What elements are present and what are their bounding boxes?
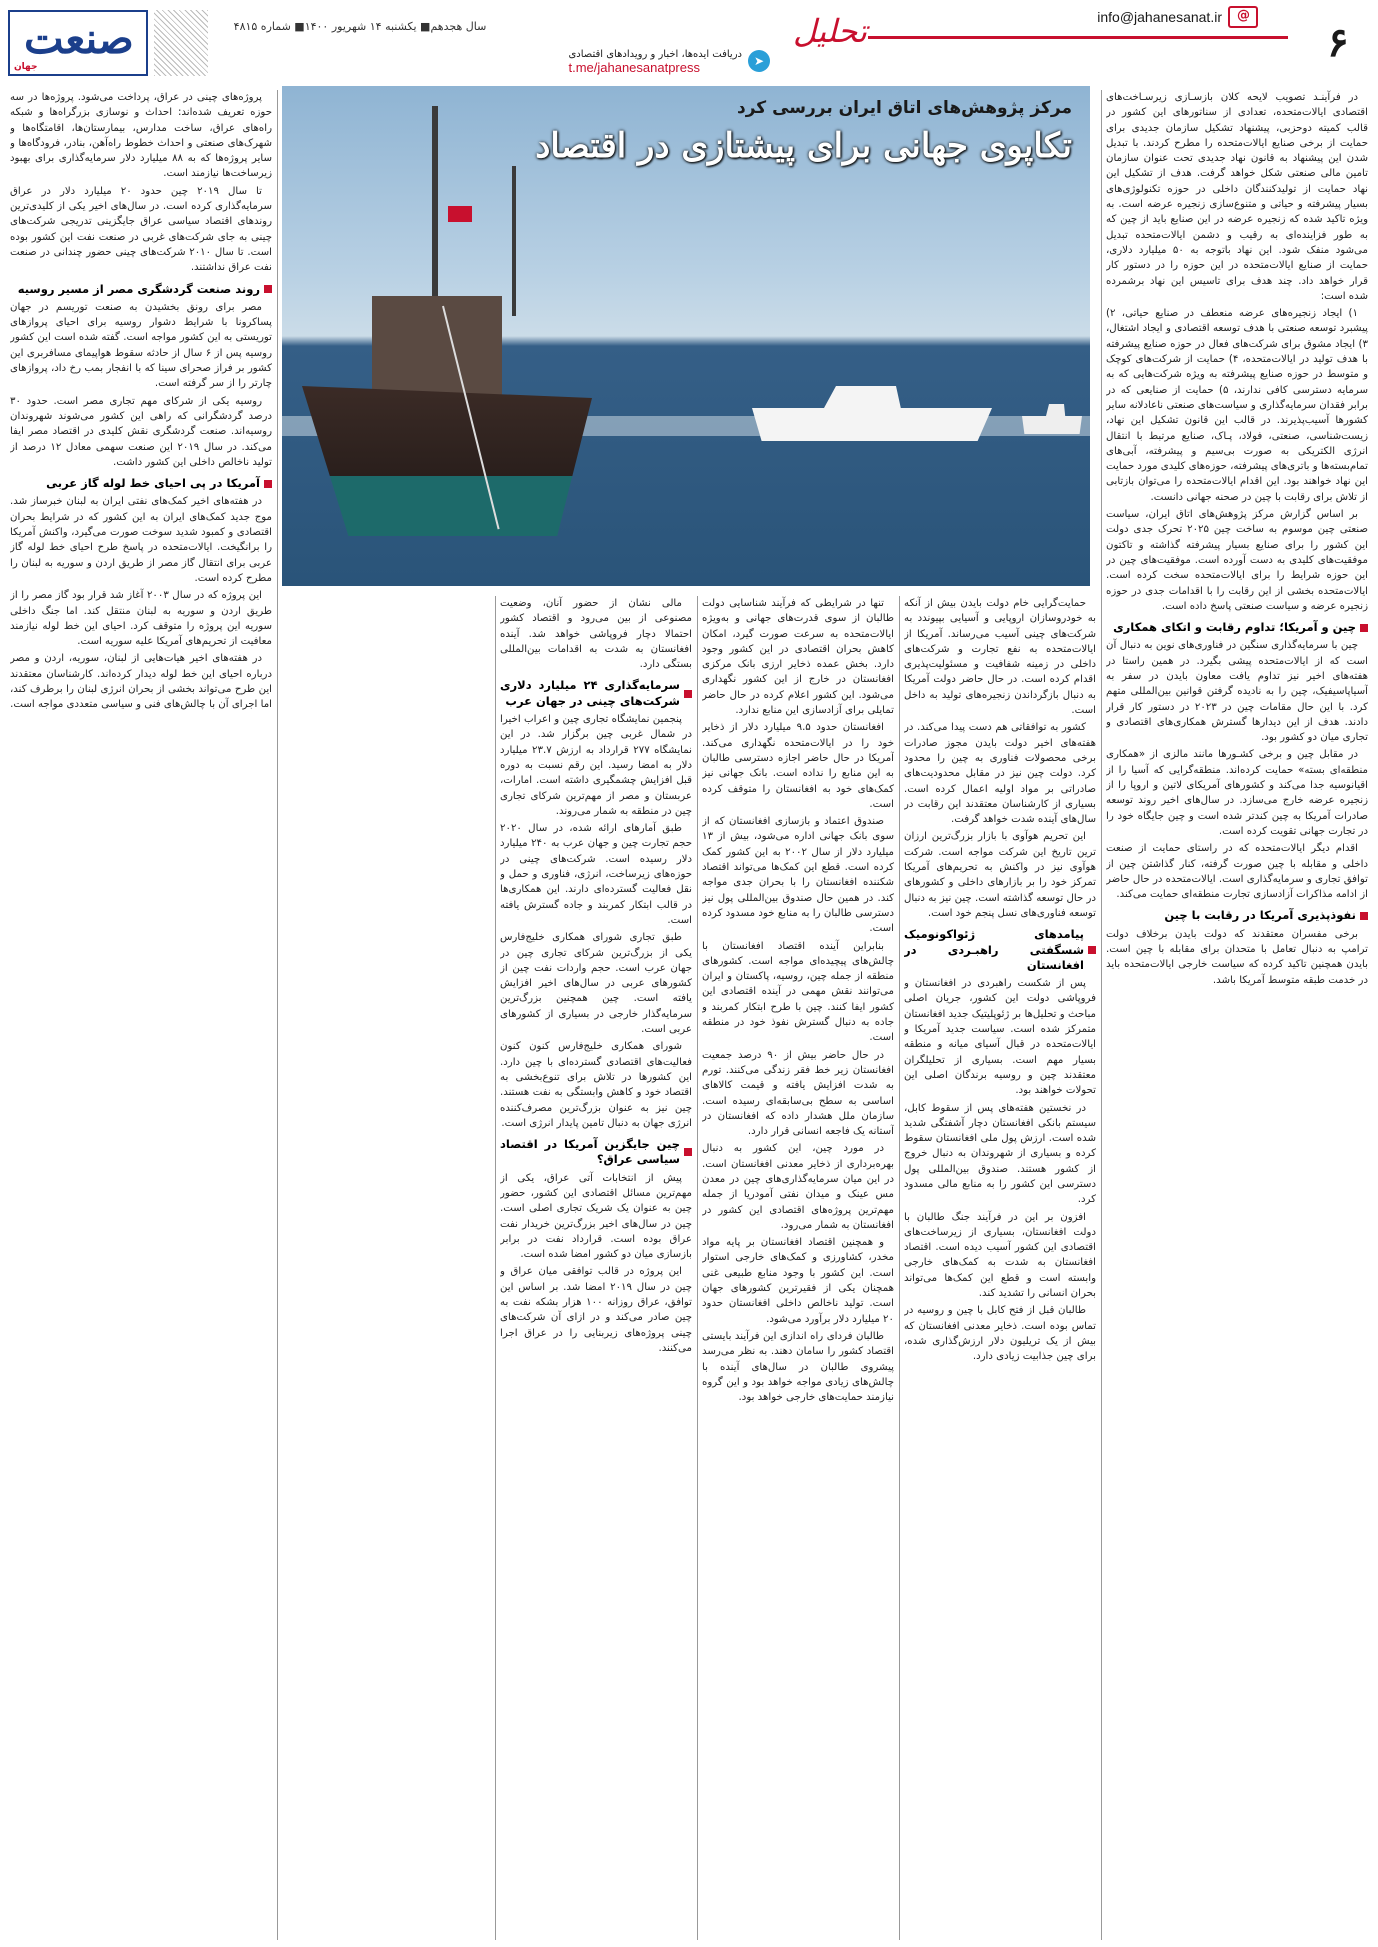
paragraph: برخی مفسران معتقدند که دولت بایدن برخلاف دولت ترامپ به دنبال تعامل با متحدان برای مقابله با چین است. بایدن همچنین تاکید کرده که سیاست خارجی ایالات‌متحده باید در خدمت طبقه متوسط آمریکا باشد. <box>1106 928 1368 986</box>
telegram-caption: دریافت ایده‌ها، اخبار و رویدادهای اقتصادی <box>568 49 742 60</box>
paragraph: پیش از انتخابات آتی عراق، یکی از مهم‌ترین مسائل اقتصادی این کشور، حضور چین به عنوان یک شریک تجاری اصلی است. چین در سال‌های اخیر بزرگ‌ترین خریدار نفت عراق بوده است. قرارداد نفت در برابر بازسازی میان دو کشور امضا شده است. <box>500 1172 692 1261</box>
column-divider <box>1101 90 1102 1940</box>
paragraph: حمایت‌گرایی خام دولت بایدن بیش از آنکه به خودروسازان اروپایی و آسیایی بپیوندد به شرکت‌های چینی آسیب می‌رساند. آمریکا از ایالات‌متحده به نفع تجارت و شرکت‌های داخلی در زمینه شفافیت و مسئولیت‌پذیری اقدام کرده است. در حال حاضر دولت آمریکا به دنبال بازگرداندن زنجیره‌های تولید به داخل است. <box>904 598 1096 717</box>
paragraph: بر اساس گزارش مرکز پژوهش‌های اتاق ایران، سیاست صنعتی چین موسوم به ساخت چین ۲۰۲۵ تحرک جدی دولت این کشور را برای صنایع بسیار پیشرفته گذاشته و تاکتون موفقیت‌های کلیدی به دست آورده است. موفقیت‌های چین در این حوزه شرایط را برای ایالات‌متحده سخت کرده است. ایالات‌متحده بخشی از این رقابت را با اقدامات جدی در حوزه زنجیره عرضه و سیاست صنعتی پاسخ داده است. <box>1106 509 1368 612</box>
paragraph: در هفته‌های اخیر هیات‌هایی از لبنان، سوریه، اردن و مصر درباره احیای این خط لوله دیدار کرده‌اند. کارشناسان معتقدند این طرح می‌تواند بخشی از بحران انرژی لبنان را برطرف کند، اما اجرای آن با چالش‌های فنی و سیاسی متعددی مواجه است. <box>10 653 272 711</box>
distant-ship <box>1022 404 1082 434</box>
issue-info: سال هجدهم■ یکشنبه ۱۴ شهریور ۱۴۰۰■ شماره ۴۸۱۵ <box>233 20 487 33</box>
paragraph: پس از شکست راهبردی در افغانستان و فروپاشی دولت این کشور، جریان اصلی مباحث و تحلیل‌ها بر ژئوپلیتیک جدید افغانستان متمرکز شده است. سیاست جدید آمریکا و ایالات‌متحده در قبال آسیای میانه و منطقه بسیار مهم است. بسیاری از تحلیلگران معتقدند چین و روسیه برندگان اصلی این تحولات خواهند بود. <box>904 978 1096 1097</box>
subheading: آمریکا در پی احیای خط لوله گاز عربی <box>10 476 272 491</box>
paragraph: در مورد چین، این کشور به دنبال بهره‌برداری از ذخایر معدنی افغانستان است. در این میان سرمایه‌گذاری‌های چین در معدن مس عینک و میدان نفتی آمودریا از جمله مهم‌ترین پروژه‌های اقتصادی این کشور در افغانستان به شمار می‌رود. <box>702 1143 894 1231</box>
paragraph: تنها در شرایطی که فرآیند شناسایی دولت طالبان از سوی قدرت‌های جهانی و به‌ویژه ایالات‌متحده به سرعت صورت گیرد، امکان کاهش بحران اقتصادی در این کشور وجود دارد. بخش عمده ذخایر ارزی بانک مرکزی افغانستان در خارج از این کشور نگهداری می‌شود. این کشور اعلام کرده در حال حاضر تمایلی برای آزادسازی این منابع ندارد. <box>702 598 894 717</box>
paragraph: افزون بر این در فرآیند جنگ طالبان با دولت افغانستان، بسیاری از زیرساخت‌های اقتصادی این کشور آسیب دیده است. اقتصاد افغانستان به شدت به کمک‌های خارجی وابسته است و قطع این کمک‌ها می‌تواند بحران انسانی را تشدید کند. <box>904 1211 1096 1300</box>
paragraph: و همچنین اقتصاد افغانستان بر پایه مواد مخدر، کشاورزی و کمک‌های خارجی استوار است. این کشور با وجود منابع طبیعی غنی همچنان یکی از فقیرترین کشورهای جهان است. تولید ناخالص داخلی افغانستان حدود ۲۰ میلیارد دلار برآورد می‌شود. <box>702 1237 894 1325</box>
paragraph: طالبان فردای راه اندازی این فرآیند بایستی اقتصاد کشور را سامان دهند. به نظر می‌رسد پیشروی طالبان در سال‌های آینده با چالش‌های زیادی مواجه خواهد بود و این گروه نیازمند حمایت‌های خارجی خواهد بود. <box>702 1330 894 1404</box>
paragraph: در مقابل چین و برخی کشـورها مانند مالزی از «همکاری منطقه‌ای بسته» حمایت کرده‌اند. منطقه‌گرایی که آسیا را از اقیانوسیه جدا می‌کند و کشورهای آمریکای لاتین و اروپا را از زنجیره عرضه خارج می‌سازد. در سال‌های اخیر روند توسعه صادرات آمریکا به چین کندتر شده است و چین جایگاه خود را در تجارت جهانی تقویت کرده است. <box>1106 749 1368 837</box>
paragraph: افغانستان حدود ۹.۵ میلیارد دلار از ذخایر خود را در ایالات‌متحده نگهداری می‌کند. آمریکا در حال حاضر اجازه دسترسی طالبان به این منابع را نداده است. بانک جهانی نیز کمک‌های خود به افغانستان را متوقف کرده است. <box>702 722 894 810</box>
paragraph: مالی نشان از حضور آنان، وضعیت مصنوعی از بین می‌رود و اقتصاد کشور احتمالا دچار فروپاشی خواهد شد. آینده افغانستان به شدت به اقدامات بین‌المللی بستگی دارد. <box>500 598 692 671</box>
paragraph: صندوق اعتماد و بازسازی افغانستان که از سوی بانک جهانی اداره می‌شود، بیش از ۱۳ میلیارد دلار از سال ۲۰۰۲ به این کشور کمک کرده است. قطع این کمک‌ها می‌تواند اقتصاد شکننده افغانستان را با بحران جدی مواجه کند. در همین حال صندوق بین‌المللی پول نیز دسترسی طالبان را به منابع خود مسدود کرده است. <box>702 816 894 935</box>
subheading: پیامدهای ژئواکونومیک شسگفتی راهبـردی در افغانستان <box>904 927 1096 973</box>
paragraph: این پروژه که در سال ۲۰۰۳ آغاز شد قرار بود گاز مصر را از طریق اردن و سوریه به لبنان منتقل کند. اما جنگ داخلی سوریه این پروژه را متوقف کرد. احیای این خط لوله نیازمند معافیت از تحریم‌های آمریکا علیه سوریه است. <box>10 590 272 648</box>
coast-guard-ship <box>752 386 992 441</box>
paragraph: در نخستین هفته‌های پس از سقوط کابل، سیستم بانکی افغانستان دچار آشفتگی شدید شده است. ارزش پول ملی افغانستان سقوط کرده و بسیاری از شهروندان به دنبال خروج از کشور هستند. صندوق بین‌المللی پول دسترسی این کشور را به منابع مالی مسدود کرد. <box>904 1102 1096 1206</box>
newspaper-logo <box>8 10 148 76</box>
paragraph: بنابراین آینده اقتصاد افغانستان با چالش‌های پیچیده‌ای مواجه است. کشورهای منطقه از جمله چین، روسیه، پاکستان و ایران می‌توانند نقش مهمی در آینده اقتصادی این کشور ایفا کنند. چین با طرح ابتکار کمربند و جاده به دنبال گسترش نفوذ خود در منطقه است. <box>702 940 894 1044</box>
email-icon <box>1228 6 1258 28</box>
paragraph: اقدام دیگر ایالات‌متحده که در راستای حمایت از صنعت داخلی و مقابله با چین صورت گرفته، کنار گذاشتن چین از توافق تجاری و سرمایه‌گذاری است. ایالات‌متحده در حال حاضر از ادامه مذاکرات آزادسازی تجارت منطقه‌ای حمایت می‌کند. <box>1106 843 1368 901</box>
subheading: روند صنعت گردشگری مصر از مسیر روسیه <box>10 282 272 297</box>
paragraph: مصر برای رونق بخشیدن به صنعت توریسم در جهان پساکرونا با شرایط دشوار روسیه برای احیای پروازهای توریستی به این کشور مواجه است. گفته شده است این کشور روسیه پس از ۶ سال از حادثه سقوط هواپیمای مسافربری این کشور بر فراز صحرای سینا که با انفجار بمب رخ داد، پروازهای چارتر را از سر گرفته است. <box>10 301 272 390</box>
paragraph: این تحریم هوآوی با بازار بزرگ‌ترین ارزان ترین تاریخ این شرکت مواجه است. شرکت هوآوی نیز در واکنش به تحریم‌های آمریکا تمرکز خود را بر بازارهای داخلی و کشورهای در حال توسعه گذاشته است. چین نیز به دنبال توسعه فناوری‌های نسل پنجم خود است. <box>904 831 1096 919</box>
left-column <box>10 90 272 1940</box>
article-kicker: مرکز پژوهش‌های اتاق ایران بررسی کرد <box>736 98 1072 118</box>
section-title: تحلیل <box>792 12 868 50</box>
paragraph: تا سال ۲۰۱۹ چین حدود ۲۰ میلیارد دلار در عراق سرمایه‌گذاری کرده است. در سال‌های اخیر یکی از کلیدی‌ترین روندهای اقتصاد سیاسی عراق جایگزینی تدریجی شرکت‌های چینی به جای شرکت‌های غربی در صنعت نفت این کشور بوده است. تا سال ۲۰۱۰ شرکت‌های چینی حضور چندانی در صنعت نفت عراق نداشتند. <box>10 185 272 274</box>
middle-column-2 <box>702 596 894 1940</box>
subheading: نفوذپذیری آمریکا در رقابت با چین <box>1106 908 1368 923</box>
email-block <box>998 6 1258 28</box>
telegram-promo <box>430 48 770 74</box>
subheading: چین و آمریکا؛ تداوم رقابت و اتکای همکاری <box>1106 620 1368 635</box>
middle-column-1 <box>904 596 1096 1940</box>
paragraph: طبق تجاری شورای همکاری خلیج‌فارس یکی از بزرگ‌ترین شرکای تجاری چین در جهان عرب است. حجم واردات نفت چین از کشورهای عربی در سال‌های اخیر افزایش یافته است. چین همچنین بزرگ‌ترین سرمایه‌گذار خارجی در بسیاری از کشورهای عربی است. <box>500 932 692 1036</box>
paragraph: در حال حاضر بیش از ۹۰ درصد جمعیت افغانستان زیر خط فقر زندگی می‌کنند. تورم به شدت افزایش یافته و قیمت کالاهای اساسی به سطح بی‌سابقه‌ای رسیده است. سازمان ملل هشدار داده که افغانستان در آستانه یک فاجعه انسانی قرار دارد. <box>702 1049 894 1138</box>
subheading: سرمایه‌گذاری ۲۴ میلیارد دلاری شرکت‌های چینی در جهان عرب <box>500 678 692 709</box>
flag-icon <box>448 206 472 222</box>
paragraph: پنجمین نمایشگاه تجاری چین و اعراب اخیرا در شمال غربی چین برگزار شد. در این نمایشگاه ۲۷۷ قرارداد به ارزش ۲۳.۷ میلیارد دلار به امضا رسید. این رقم نسبت به دوره قبل افزایش چشمگیری داشته است. امارات، عربستان و مصر از مهم‌ترین شرکای تجاری چین در منطقه به شمار می‌روند. <box>500 714 692 817</box>
right-column <box>1106 90 1368 1940</box>
logo-text: صنعت <box>24 14 134 63</box>
telegram-icon: ➤ <box>748 50 770 72</box>
column-divider <box>277 90 278 1940</box>
paragraph: شورای همکاری خلیج‌فارس کنون کنون فعالیت‌های اقتصادی گسترده‌ای با چین دارد. این کشورها در تلاش برای تنوع‌بخشی به اقتصاد خود و کاهش وابستگی به نفت هستند. چین نیز به عنوان بزرگ‌ترین مصرف‌کننده انرژی جهان به دنبال تامین پایدار انرژی است. <box>500 1041 692 1129</box>
page-number: ۶ <box>1327 19 1349 66</box>
column-divider <box>899 596 900 1940</box>
column-divider <box>697 596 698 1940</box>
middle-column-3 <box>500 596 692 1940</box>
logo-subtext: جهان <box>14 62 38 72</box>
header-hatch-pattern <box>154 10 208 76</box>
paragraph: روسیه یکی از شرکای مهم تجاری مصر است. حدود ۳۰ درصد گردشگرانی که راهی این کشور می‌شوند شهروندان روسیه‌اند. صنعت گردشگری نقش کلیدی در اقتصاد مصر ایفا می‌کند. در سال ۲۰۱۹ این صنعت سهمی معادل ۱۲ درصد از تولید ناخالص داخلی این کشور داشت. <box>10 395 272 468</box>
telegram-url[interactable]: t.me/jahanesanatpress <box>568 60 700 75</box>
article-headline: تکاپوی جهانی برای پیشتازی در اقتصاد <box>535 126 1072 166</box>
paragraph: ۱) ایجاد زنجیره‌های عرضه منعطف در صنایع حیاتی، ۲) پیشبرد توسعه صنعتی با هدف توسعه اقتصادی و ایجاد اشتغال، ۳) ایجاد مشوق برای شرکت‌های فعال در حوزه صنایع پیشرفته با هدف تولید در ایالات‌متحده، ۴) حمایت از شرکت‌های کوچک و متوسط در حوزه صنایع پیشرفته به ویژه شرکت‌هایی که به سرمایه دسترسی کافی ندارند، ۵) حمایت از صنایعی که در برابر فقدان سرمایه‌گذاری و سیاست‌های صنعتی ناعادلانه سایر کشورها آسیب‌پذیرند. در قالب این قانون تشکیل این نهاد، زیست‌شناسی، صنعتی، فولاد، پـاک، صنایع مرتبط با انتقال انرژی الکتریکی به صورت بی‌سیم و پیشرفته، آبی‌های تمام‌بسته‌ها و باتری‌های پیشرفته، حوزه‌های کلیدی مورد حمایت این نهاد خواهند بود. این اقدام ایالات‌متحده را می‌توان بازتابی از تلاش برای رقابت با چین در صحنه جهانی دانست. <box>1106 308 1368 503</box>
fishing-boat <box>302 386 592 536</box>
paragraph: در فرآینـد تصویب لایحه کلان بازسـازی زیرسـاخت‌های اقتصادی ایالات‌متحده، تعدادی از سناتورهای این کشور در قالب کمیته دوحزبی، پیشنهاد تشکیل سازمان جدیدی برای حمایت از برخی صنایع ایالات‌متحده را مطرح کردند. با تبدیل شدن این پیشنهاد به قانون نهاد جدیدی تحت عنوان سازمان تامین مالی صنعتی شکل خواهد گرفت. هدف از تشکیل این نهاد حمایت از تولیدکنندگان داخلی در حوزه تکنولوژی‌های بسیار پیشرفته و حیاتی و متنوع‌سازی زنجیره عرضه است. به ویژه تاکید شده که زنجیره عرضه در این صنایع باید از چین که به طور فزاینده‌ای به رقیب و دشمن ایالات‌متحده تبدیل می‌شود منفک شود. این نهاد باتوجه به ۵۰ میلیارد دلاری، حمایت از صنایع ایالات‌متحده در این حوزه را در دستور کار قرار خواهد داد. چند هدف برای تاسیس این نهاد برشمرده شده است: <box>1106 92 1368 302</box>
paragraph: طبق آمارهای ارائه شده، در سال ۲۰۲۰ حجم تجارت چین و جهان عرب به ۲۴۰ میلیارد دلار رسیده است. شرکت‌های چینی در حوزه‌های زیرساخت، انرژی، فناوری و حمل و نقل فعالیت گسترده‌ای دارند. این همکاری‌ها در قالب ابتکار کمربند و جاده گسترش یافته است. <box>500 823 692 926</box>
feature-photo <box>282 86 1090 586</box>
paragraph: در هفته‌های اخیر کمک‌های نفتی ایران به لبنان خبرساز شد. موج جدید کمک‌های ایران به این کشور که در شرایط بحران اقتصادی و کمبود شدید سوخت صورت می‌گیرد، واکنش آمریکا را برانگیخت. ایالات‌متحده در پاسخ طرح احیای خط لوله گاز عربی برای انتقال گاز مصر از طریق اردن و سوریه به لبنان را مطرح کرده است. <box>10 496 272 584</box>
paragraph: کشور به توافقاتی هم دست پیدا می‌کند. در هفته‌های اخیر دولت بایدن مجوز صادرات برخی محصولات فناوری به چین را محدود کرد. دولت چین نیز در مقابل محدودیت‌های صادراتی بر مواد اولیه اعمال کرده است. بسیاری از کارشناسان معتقدند این رقابت در سال‌های آینده شدت خواهد گرفت. <box>904 722 1096 826</box>
subheading: چین جایگزین آمریکا در اقتصاد سیاسی عراق؟ <box>500 1137 692 1168</box>
paragraph: چین با سرمایه‌گذاری سنگین در فناوری‌های نوین به دنبال آن است که از ایالات‌متحده پیشی بگیرد. در همین راستا در هفته‌های اخیر نیز تداوم یافت معاون بایدن در سفر به آسیا‌پاسیفیک، چین را به نادیده گرفتن قوانین بین‌المللی متهم کرد. با این حال مقامات چین در ۲۰۲۳ در دستور کار قرار دادند. هدف از این دیدارها گسترش همکاری‌های اقتصادی و تجاری میان دو کشور بود. <box>1106 640 1368 744</box>
email-address[interactable]: info@jahanesanat.ir <box>1097 9 1222 25</box>
column-divider <box>495 596 496 1940</box>
paragraph: طالبان قبل از فتح کابل با چین و روسیه در تماس بوده است. ذخایر معدنی افغانستان که بیش از یک تریلیون دلار ارزش‌گذاری شده، برای چین جذابیت زیادی دارد. <box>904 1305 1096 1363</box>
header-rule <box>868 36 1288 39</box>
paragraph: پروژه‌های چینی در عراق، پرداخت می‌شود. پروژه‌ها در سه حوزه تعریف شده‌اند: احداث و نوسازی بزرگراه‌ها و شبکه راه‌های عراق، ساخت مدارس، بیمارستان‌ها، اقامتگاه‌ها و شهرک‌های صنعتی و احداث خطوط راه‌آهن، بنادر، فرودگاه‌ها و سایر پروژه‌ها که به ۸۸ میلیارد دلار سرمایه‌گذاری برای بهبود زیرساخت‌ها نیازمند است. <box>10 92 272 180</box>
masthead <box>0 0 1378 80</box>
paragraph: این پروژه در قالب توافقی میان عراق و چین در سال ۲۰۱۹ امضا شد. بر اساس این توافق، عراق روزانه ۱۰۰ هزار بشکه نفت به چین صادر می‌کند و در ازای آن شرکت‌های چینی پروژه‌های زیربنایی را در عراق اجرا می‌کنند. <box>500 1266 692 1354</box>
